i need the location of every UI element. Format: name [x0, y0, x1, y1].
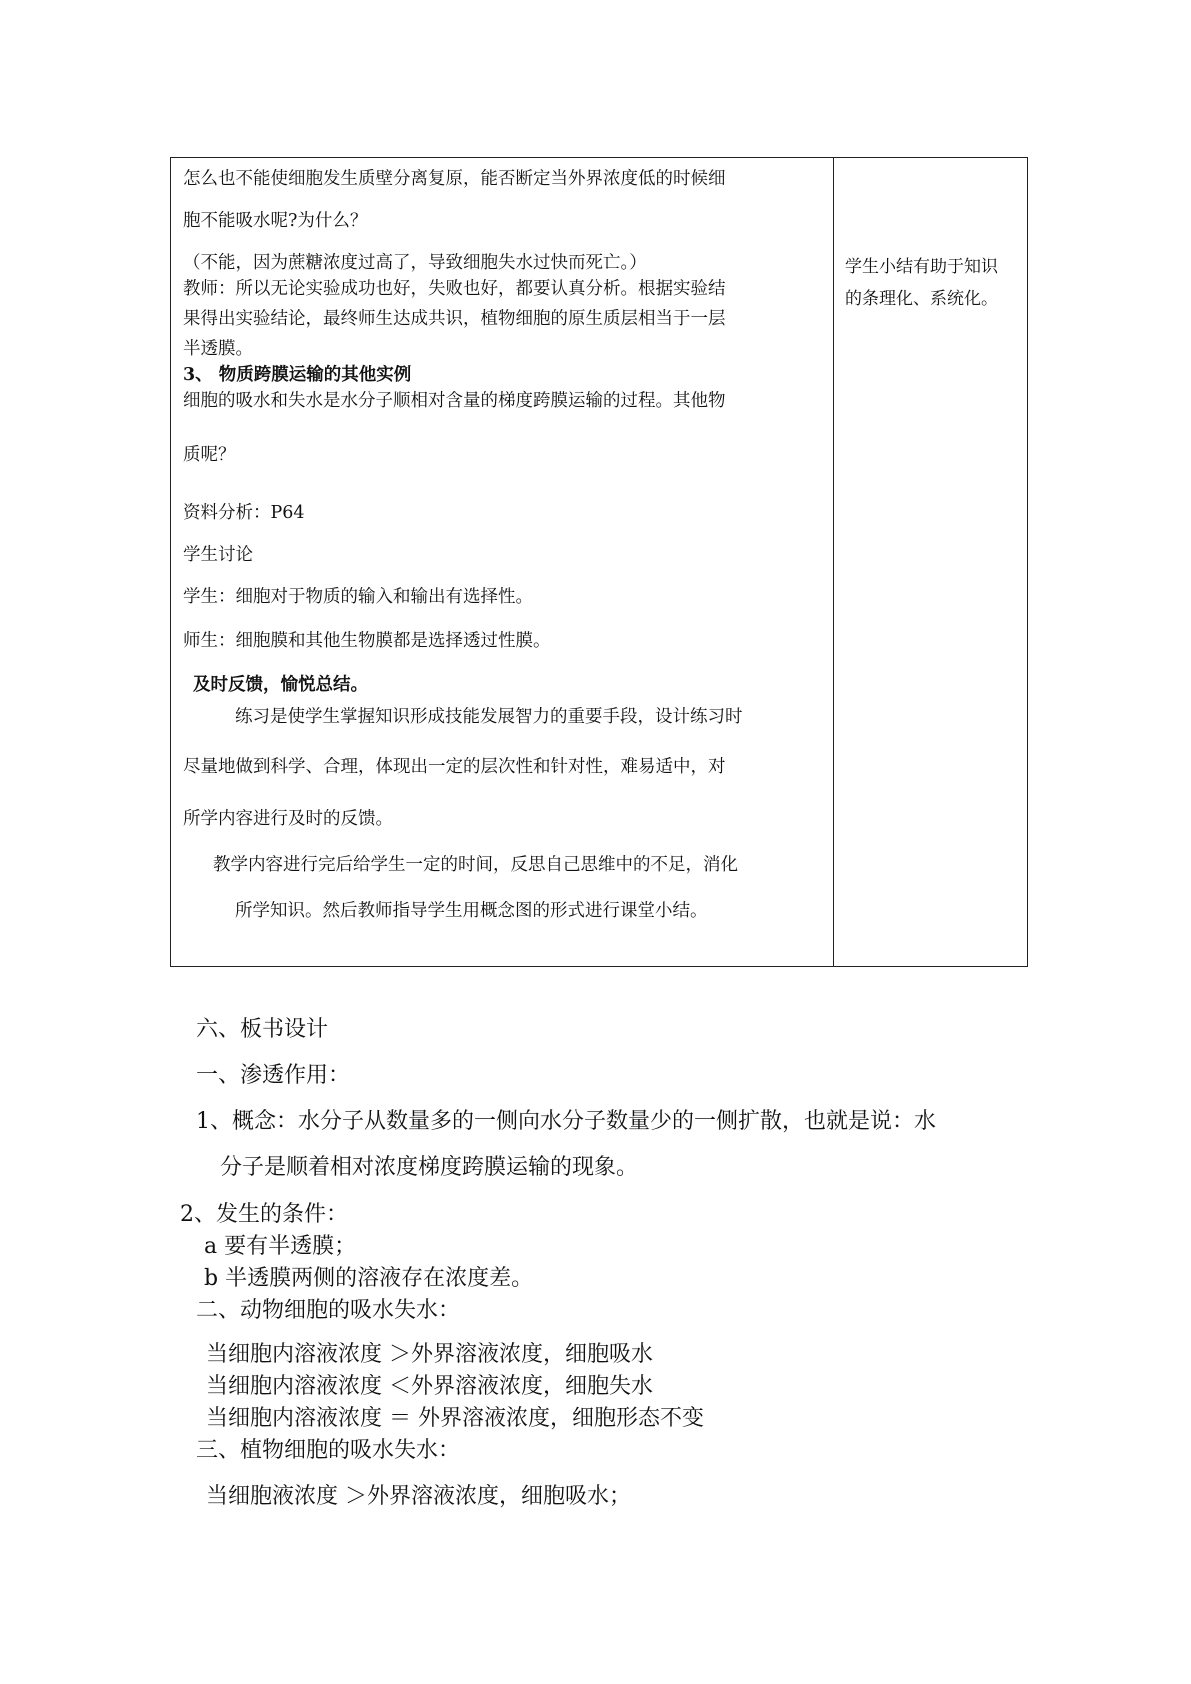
table-line: 怎么也不能使细胞发生质壁分离复原，能否断定当外界浓度低的时候细	[183, 169, 726, 189]
table-line: 学生讨论	[183, 545, 253, 565]
table-line: 尽量地做到科学、合理，体现出一定的层次性和针对性，难易适中，对	[183, 757, 726, 777]
board-line: 当细胞液浓度 ＞外界溶液浓度，细胞吸水；	[206, 1484, 631, 1509]
board-line: 二、动物细胞的吸水失水：	[196, 1298, 461, 1323]
table-line: 所学知识。然后教师指导学生用概念图的形式进行课堂小结。	[235, 901, 708, 921]
table-line: 教学内容进行完后给学生一定的时间，反思自己思维中的不足，消化	[213, 855, 738, 875]
teaching-process-cell	[183, 158, 823, 966]
design-intent-cell	[845, 158, 1020, 966]
section-heading: 六、板书设计	[196, 1017, 329, 1042]
table-line: 胞不能吸水呢?为什么？	[183, 211, 368, 231]
board-line: b 半透膜两侧的溶液存在浓度差。	[204, 1266, 534, 1291]
side-note-line: 的条理化、系统化。	[845, 289, 998, 309]
table-line: 资料分析：P64	[183, 503, 305, 523]
board-line: 当细胞内溶液浓度 ＞外界溶液浓度，细胞吸水	[206, 1342, 653, 1367]
section-subheading: 3、 物质跨膜运输的其他实例	[183, 365, 412, 385]
table-line: （不能，因为蔗糖浓度过高了，导致细胞失水过快而死亡。）	[183, 253, 647, 273]
table-line: 师生：细胞膜和其他生物膜都是选择透过性膜。	[183, 631, 551, 651]
board-line: 2、发生的条件：	[180, 1202, 348, 1227]
board-line: 一、渗透作用：	[196, 1063, 351, 1088]
table-line: 半透膜。	[183, 339, 253, 359]
table-line: 果得出实验结论，最终师生达成共识，植物细胞的原生质层相当于一层	[183, 309, 726, 329]
board-line: 当细胞内溶液浓度 ＝ 外界溶液浓度，细胞形态不变	[206, 1406, 704, 1431]
column-divider	[833, 158, 834, 966]
side-note-line: 学生小结有助于知识	[845, 257, 998, 277]
board-line: a 要有半透膜；	[204, 1234, 357, 1259]
board-line: 1、概念：水分子从数量多的一侧向水分子数量少的一侧扩散，也就是说：水	[196, 1109, 936, 1134]
table-line: 所学内容进行及时的反馈。	[183, 809, 393, 829]
table-line: 练习是使学生掌握知识形成技能发展智力的重要手段，设计练习时	[235, 707, 743, 727]
board-line: 分子是顺着相对浓度梯度跨膜运输的现象。	[220, 1155, 639, 1180]
table-line: 质呢？	[183, 445, 236, 465]
lesson-table	[170, 157, 1028, 967]
board-line: 当细胞内溶液浓度 ＜外界溶液浓度，细胞失水	[206, 1374, 653, 1399]
board-line: 三、植物细胞的吸水失水：	[196, 1438, 461, 1463]
table-line: 学生：细胞对于物质的输入和输出有选择性。	[183, 587, 533, 607]
section-subheading: 及时反馈，愉悦总结。	[193, 675, 368, 695]
table-line: 细胞的吸水和失水是水分子顺相对含量的梯度跨膜运输的过程。其他物	[183, 391, 726, 411]
table-line: 教师：所以无论实验成功也好，失败也好，都要认真分析。根据实验结	[183, 279, 726, 299]
